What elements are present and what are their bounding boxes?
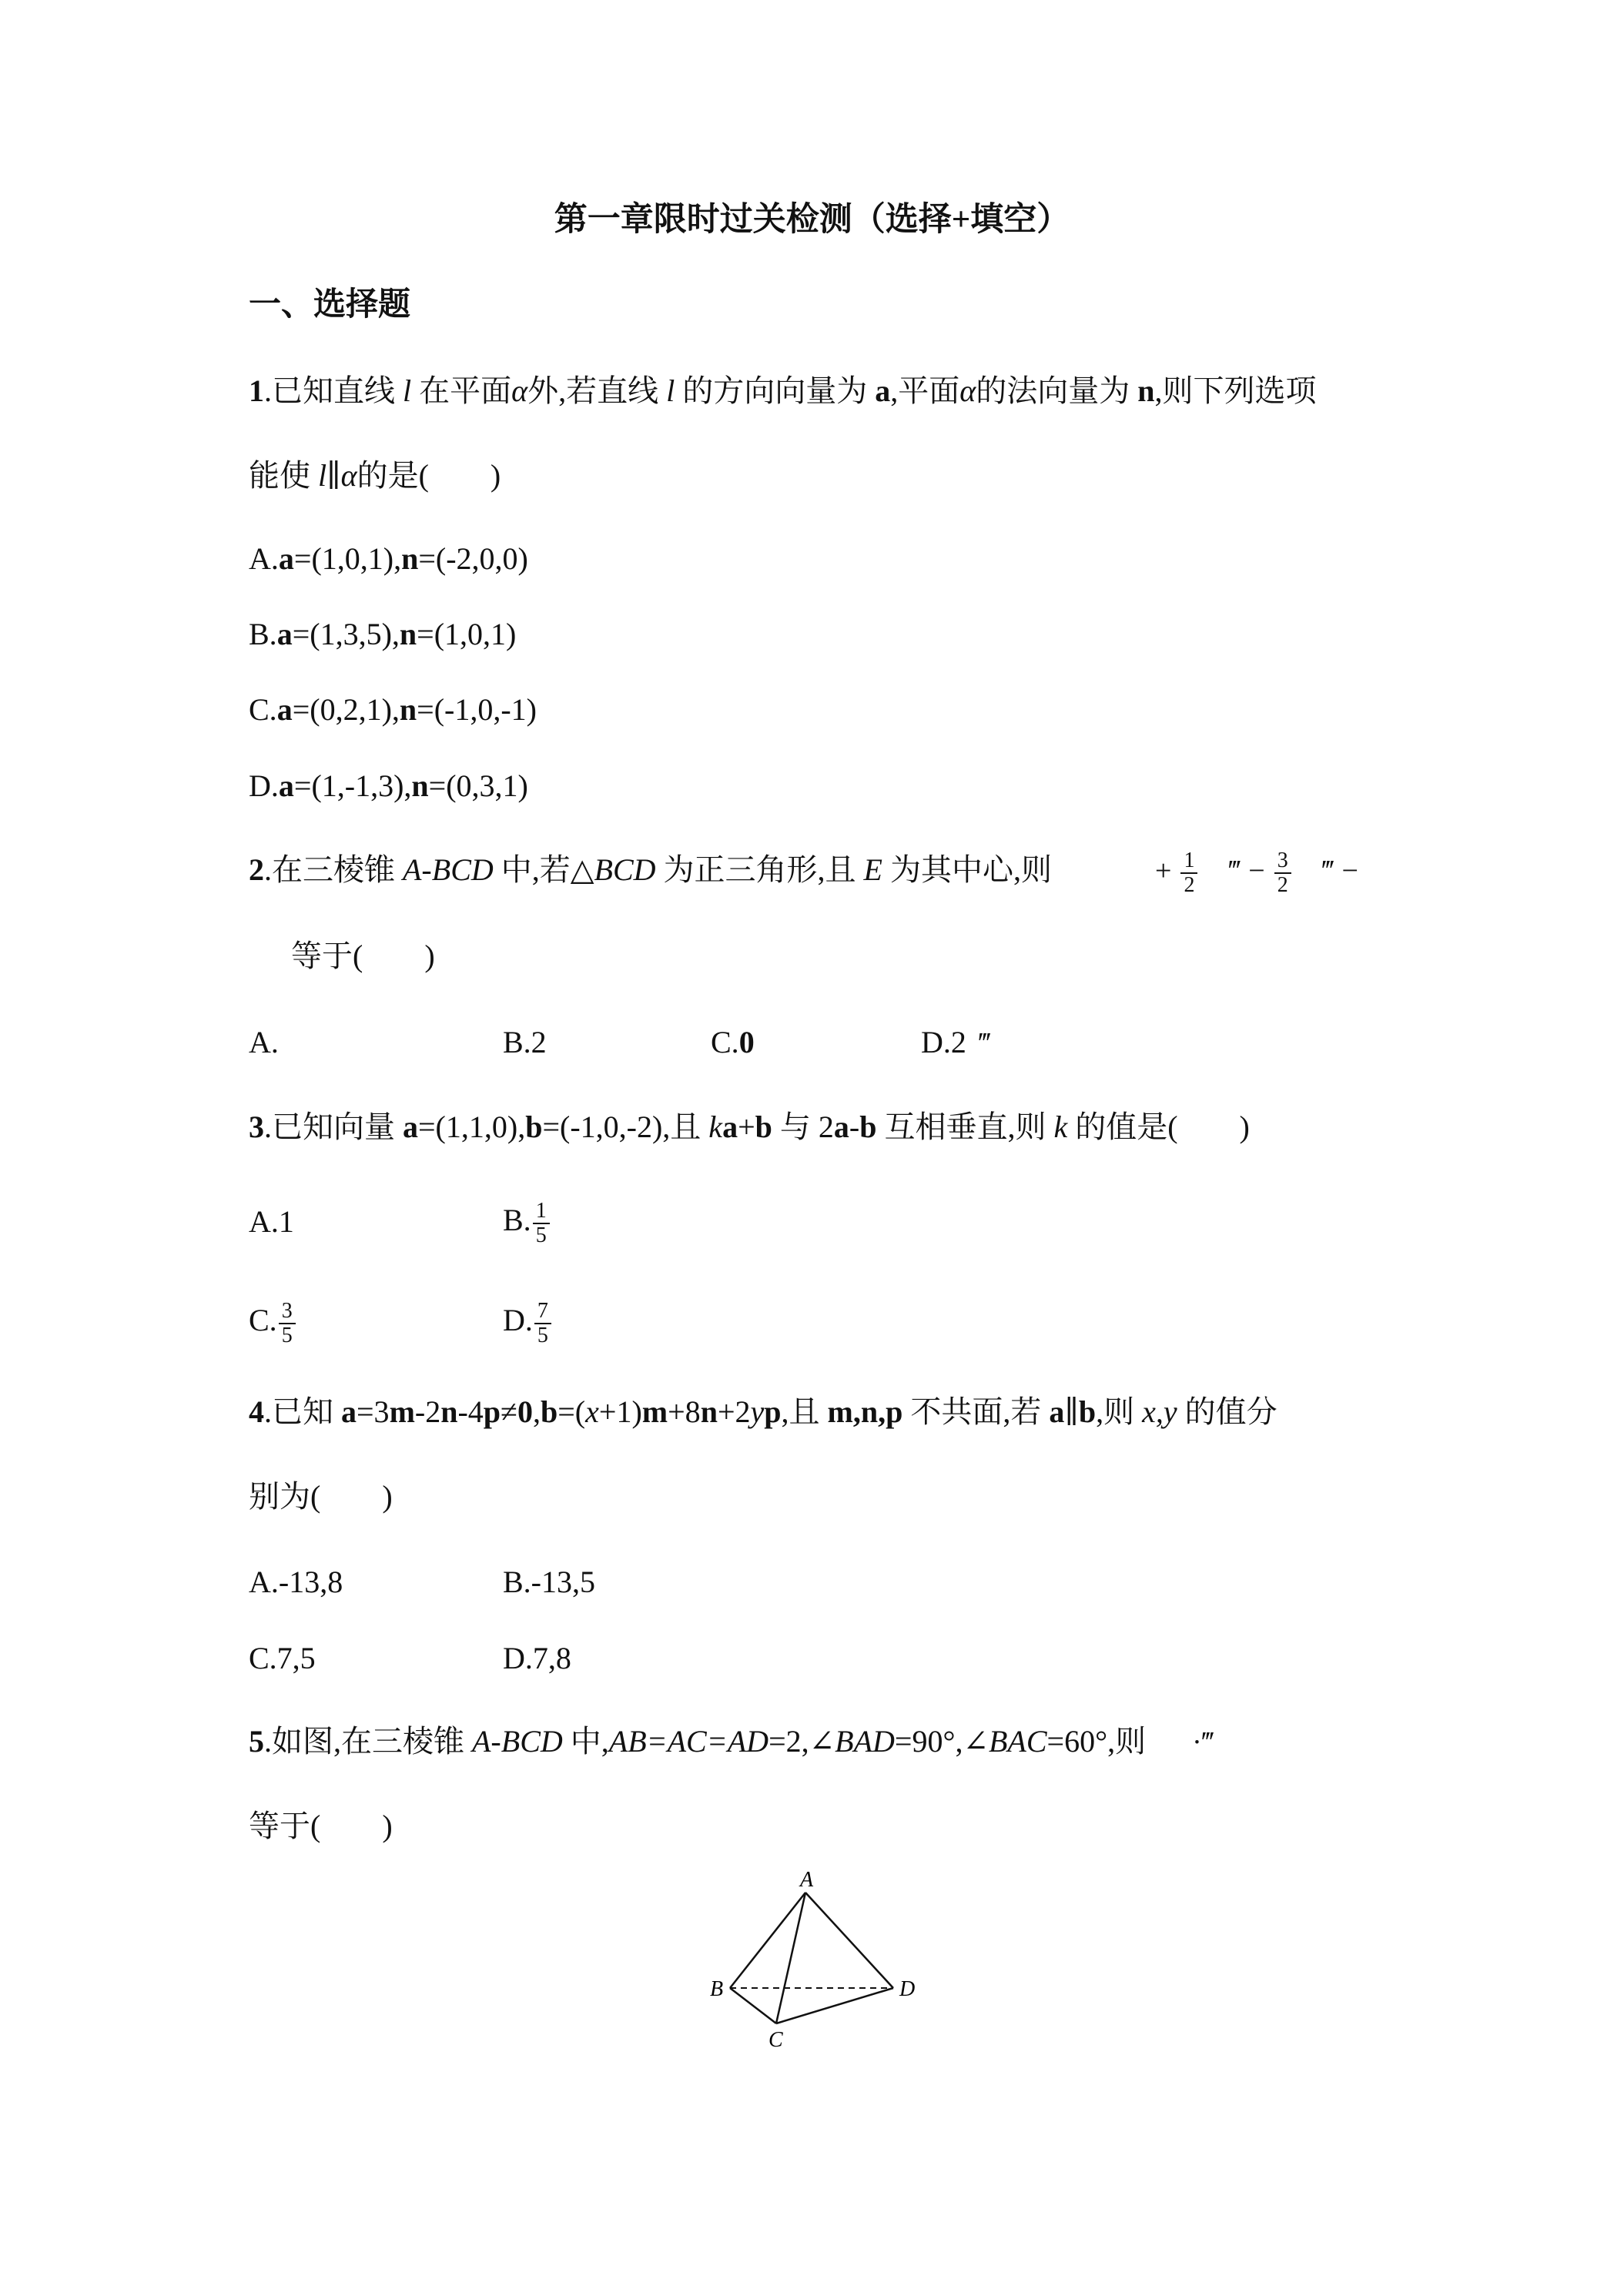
question-1-option-b: B.a=(1,3,5),n=(1,0,1): [249, 617, 517, 651]
question-3-number: 3: [249, 1110, 264, 1144]
question-3-option-a: A.1: [249, 1204, 294, 1239]
question-2-option-b: B.2: [503, 1025, 547, 1059]
question-4-option-d: D.7,8: [503, 1641, 571, 1675]
page-title: 第一章限时过关检测（选择+填空）: [554, 202, 1070, 238]
question-5-line-1: 5.如图,在三棱锥 A-BCD 中,AB=AC=AD=2,∠BAD=90°,∠BAC=60°,则 ·‴: [249, 1724, 1214, 1759]
edge-ad: [805, 1893, 893, 1988]
question-1-option-d: D.a=(1,-1,3),n=(0,3,1): [249, 768, 528, 803]
question-1-number: 1: [249, 373, 264, 408]
question-2-line-1: 2.在三棱锥 A-BCD 中,若△BCD 为正三角形,且 E 为其中心,则: [249, 852, 1052, 887]
vertex-label-a: A: [800, 1868, 814, 1892]
fraction-one-half: $\frac{1}{2}$: [1180, 849, 1197, 897]
vertex-label-c: C: [768, 2028, 783, 2048]
question-1-line-2: 能使 l∥α的是( ): [249, 458, 501, 493]
edge-cd: [776, 1988, 893, 2023]
question-2-option-a: A.: [249, 1025, 279, 1059]
question-4-option-a: A.-13,8: [249, 1565, 343, 1599]
question-5-line-2: 等于( ): [249, 1809, 393, 1843]
vertex-label-b: B: [710, 1977, 724, 2001]
tetrahedron-figure: [693, 1863, 939, 2048]
question-3-option-d: D. $\frac{7}{5}$: [503, 1296, 553, 1347]
question-2-number: 2: [249, 852, 264, 887]
question-4-option-b: B.-13,5: [503, 1565, 595, 1599]
question-4-number: 4: [249, 1394, 264, 1429]
question-4-line-2: 别为( ): [249, 1479, 393, 1514]
question-1-option-c: C.a=(0,2,1),n=(-1,0,-1): [249, 692, 537, 727]
fraction-three-halves: $\frac{3}{2}$: [1274, 849, 1291, 897]
question-3-option-c: C. $\frac{3}{5}$: [249, 1296, 297, 1347]
question-2-expression: + $\frac{1}{2}$ ‴ − $\frac{3}{2}$ ‴ −: [1155, 848, 1358, 897]
question-3-line-1: 3.已知向量 a=(1,1,0),b=(-1,0,-2),且 ka+b 与 2a-b 互相垂直,则 k 的值是( ): [249, 1110, 1250, 1144]
question-2-option-c: C.0: [711, 1025, 755, 1059]
question-4-line-1: 4.已知 a=3m-2n-4p≠0,b=(x+1)m+8n+2yp,且 m,n,p 不共面,若 a∥b,则 x,y 的值分: [249, 1394, 1277, 1429]
edge-bc: [730, 1988, 776, 2023]
question-4-option-c: C.7,5: [249, 1641, 316, 1675]
question-2-option-d: D.2 ‴: [921, 1025, 991, 1059]
question-2-line-2: 等于( ): [291, 939, 435, 973]
question-5-number: 5: [249, 1724, 264, 1759]
vertex-label-d: D: [899, 1977, 916, 2001]
question-1-line-1: 1.已知直线 l 在平面α外,若直线 l 的方向向量为 a,平面α的法向量为 n,则下列选项: [249, 373, 1317, 408]
question-3-option-b: B. $\frac{1}{5}$: [503, 1196, 551, 1247]
section-heading: 一、选择题: [249, 287, 411, 323]
question-1-option-a: A.a=(1,0,1),n=(-2,0,0): [249, 541, 528, 576]
